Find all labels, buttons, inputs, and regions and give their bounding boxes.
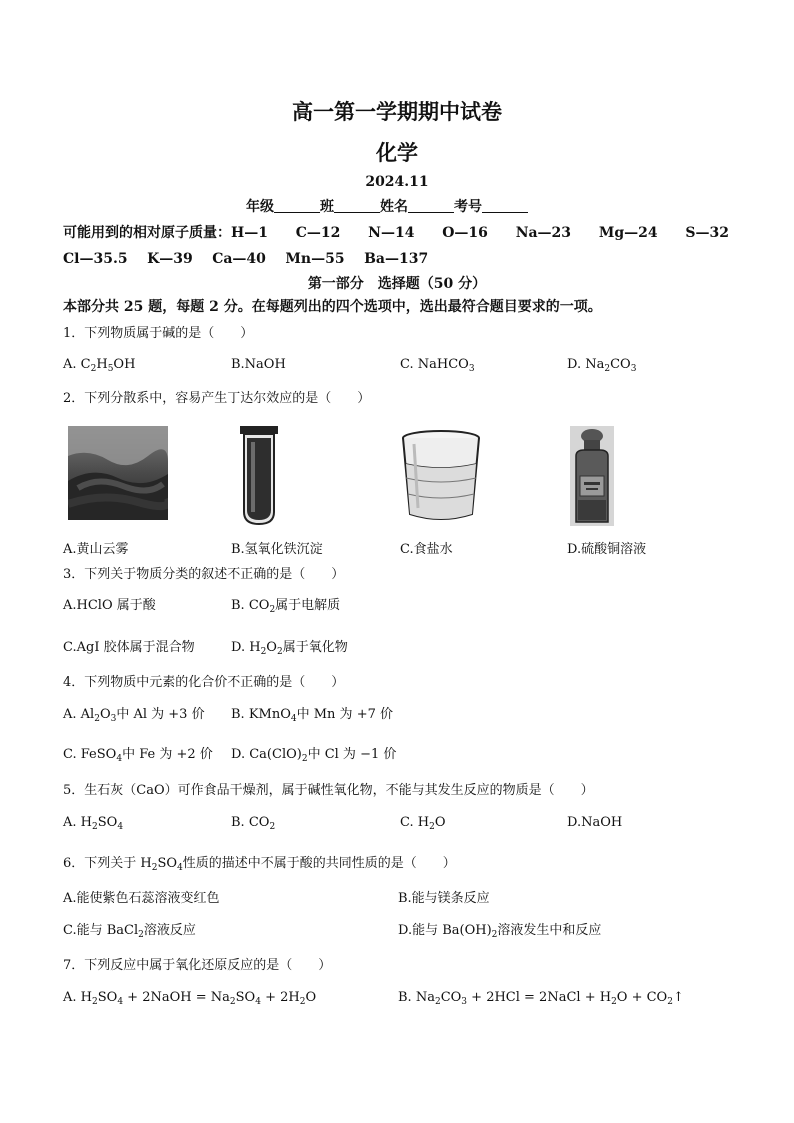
q7-option-b[interactable]: B. $Na_2CO_3 + 2HCl$ = 2NaCl + $H_2O$ + $CO_2↑$ [398,990,684,1007]
atomic-mass-s: S—32 [685,225,729,241]
q1-option-c[interactable]: C. NaHCO$_3$ [400,357,475,374]
exam-date: 2024.11 [365,174,429,190]
beaker-salt-water-photo [398,428,484,524]
q3-stem: 3．下列关于物质分类的叙述不正确的是（ ） [63,567,345,582]
atomic-mass-label: 可能用到的相对原子质量：H—1 [63,225,268,241]
q3-option-c[interactable]: C.AgI 胶体属于混合物 [63,640,195,655]
grade-blank[interactable] [274,199,320,213]
gas-arrow-symbol: ↑ [672,990,684,1005]
atomic-mass-n: N—14 [368,225,415,241]
atomic-mass-mg: Mg—24 [598,225,658,241]
q6-option-b[interactable]: B.能与镁条反应 [398,891,490,906]
atomic-mass-ba: Ba—137 [364,251,429,267]
atomic-mass-ca: Ca—40 [212,251,266,267]
atomic-mass-cl: Cl—35.5 [63,251,128,267]
q4-option-a[interactable]: A. $Al_2O_3$中 Al 为 +3 价 [63,707,205,724]
q5-option-b[interactable]: B. $CO_2$ [231,815,276,832]
q2-option-a[interactable]: A.黄山云雾 [63,542,129,557]
q3-option-d[interactable]: D. $H_2O_2$属于氧化物 [231,640,348,657]
exam-number-blank[interactable] [482,199,528,213]
q1-option-b[interactable]: B.NaOH [231,357,286,372]
test-tube-precipitate-photo [234,424,284,528]
q6-stem: 6．下列关于 $H_2SO_4$性质的描述中不属于酸的共同性质的是（ ） [63,856,456,873]
q5-option-c[interactable]: C. $H_2O$ [400,815,446,832]
q3-option-a[interactable]: A.HClO 属于酸 [63,598,156,613]
q2-stem: 2．下列分散系中，容易产生丁达尔效应的是（ ） [63,391,371,406]
name-label: 姓名 [380,199,408,215]
q2-option-d[interactable]: D.硫酸铜溶液 [567,542,647,557]
q4-option-b[interactable]: B. KMnO$_4$中 Mn 为 +7 价 [231,707,393,724]
atomic-mass-mn: Mn—55 [285,251,345,267]
q2-option-b[interactable]: B.氢氧化铁沉淀 [231,542,323,557]
q5-option-a[interactable]: A. $H_2SO_4$ [63,815,124,832]
q1-option-d[interactable]: D. $Na_2CO_3$ [567,357,637,374]
copper-sulfate-bottle-photo [570,426,614,526]
q5-option-d[interactable]: D.NaOH [567,815,623,830]
class-blank[interactable] [334,199,380,213]
q6-option-c[interactable]: C.能与 BaCl$_2$溶液反应 [63,923,196,940]
atomic-mass-na: Na—23 [515,225,572,241]
q1-stem: 1．下列物质属于碱的是（ ） [63,326,254,341]
atomic-mass-o: O—16 [442,225,488,241]
q7-option-a[interactable]: A. $H_2SO_4$ + 2NaOH = $Na_2SO_4 + 2H_2O$ [63,990,317,1007]
q7-stem: 7．下列反应中属于氧化还原反应的是（ ） [63,958,332,973]
q4-option-c[interactable]: C. FeSO$_4$中 Fe 为 +2 价 [63,747,213,764]
cloud-fog-photo [68,426,168,520]
section-title: 第一部分 选择题（50 分） [307,276,487,292]
q6-option-d[interactable]: D.能与 $Ba(OH)_2$溶液发生中和反应 [398,923,602,940]
exam-number-label: 考号 [454,199,482,215]
q3-option-b[interactable]: B. $CO_2$属于电解质 [231,598,341,615]
q2-option-c[interactable]: C.食盐水 [400,542,453,557]
atomic-mass-k: K—39 [147,251,193,267]
q4-option-d[interactable]: D. $Ca(ClO)_2$中 Cl 为 −1 价 [231,747,397,764]
q6-option-a[interactable]: A.能使紫色石蕊溶液变红色 [63,891,220,906]
atomic-mass-c: C—12 [295,225,341,241]
name-blank[interactable] [408,199,454,213]
atomic-mass-line-1 [63,224,729,242]
section-instruction: 本部分共 25 题，每题 2 分。在每题列出的四个选项中，选出最符合题目要求的一项。 [63,299,602,315]
exam-title: 高一第一学期期中试卷 [292,99,502,124]
q4-stem: 4．下列物质中元素的化合价不正确的是（ ） [63,675,345,690]
student-info-line [246,198,528,216]
q5-stem: 5．生石灰（CaO）可作食品干燥剂，属于碱性氧化物，不能与其发生反应的物质是（ ） [63,783,594,798]
grade-label: 年级 [246,199,274,215]
q1-option-a[interactable]: A. $C_2H_5OH$ [63,357,136,374]
subject-title: 化学 [376,140,418,165]
class-label: 班 [320,199,334,215]
atomic-mass-line-2 [63,250,428,268]
